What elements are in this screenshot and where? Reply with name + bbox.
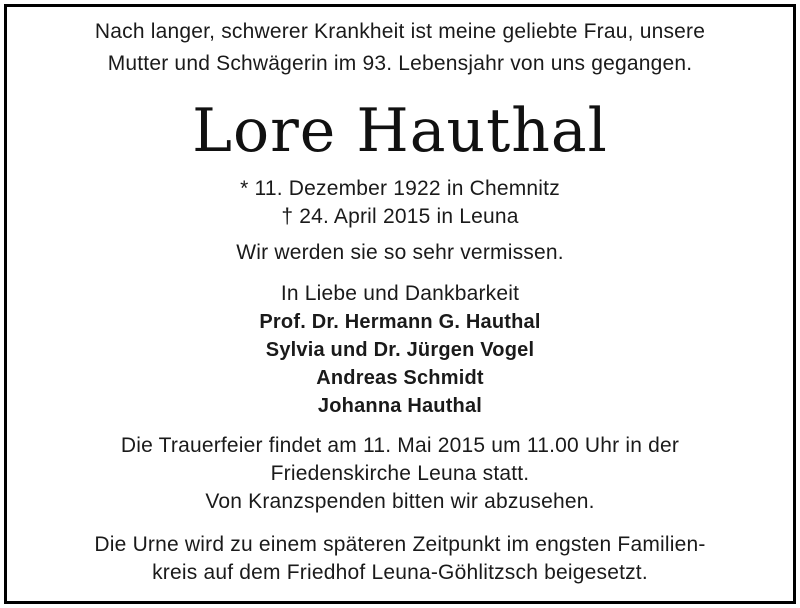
service-line-1: Die Trauerfeier findet am 11. Mai 2015 um 11.00 Uhr in der xyxy=(120,434,680,457)
intro-line-1: Nach langer, schwerer Krankheit ist meine geliebte Frau, unsere xyxy=(94,20,706,43)
mourner-name: Sylvia und Dr. Jürgen Vogel xyxy=(265,339,535,361)
burial-line-2: kreis auf dem Friedhof Leuna-Göhlitzsch beigesetzt. xyxy=(152,561,648,584)
death-date: † 24. April 2015 in Leuna xyxy=(281,205,519,228)
obituary-notice xyxy=(4,4,796,604)
mourner-name: Prof. Dr. Hermann G. Hauthal xyxy=(259,311,541,333)
service-line-2: Friedenskirche Leuna statt. xyxy=(270,462,530,485)
farewell-text: Wir werden sie so sehr vermissen. xyxy=(236,241,564,264)
mourners-heading: In Liebe und Dankbarkeit xyxy=(280,282,520,305)
birth-date: * 11. Dezember 1922 in Chemnitz xyxy=(240,177,560,200)
burial-line-1: Die Urne wird zu einem späteren Zeitpunkt im engsten Familien- xyxy=(94,533,706,556)
intro-line-2: Mutter und Schwägerin im 93. Lebensjahr von uns gegangen. xyxy=(107,52,693,75)
mourner-name: Andreas Schmidt xyxy=(316,367,484,389)
mourner-name: Johanna Hauthal xyxy=(317,395,483,417)
deceased-name: Lore Hauthal xyxy=(192,96,608,166)
service-line-3: Von Kranzspenden bitten wir abzusehen. xyxy=(205,490,595,513)
